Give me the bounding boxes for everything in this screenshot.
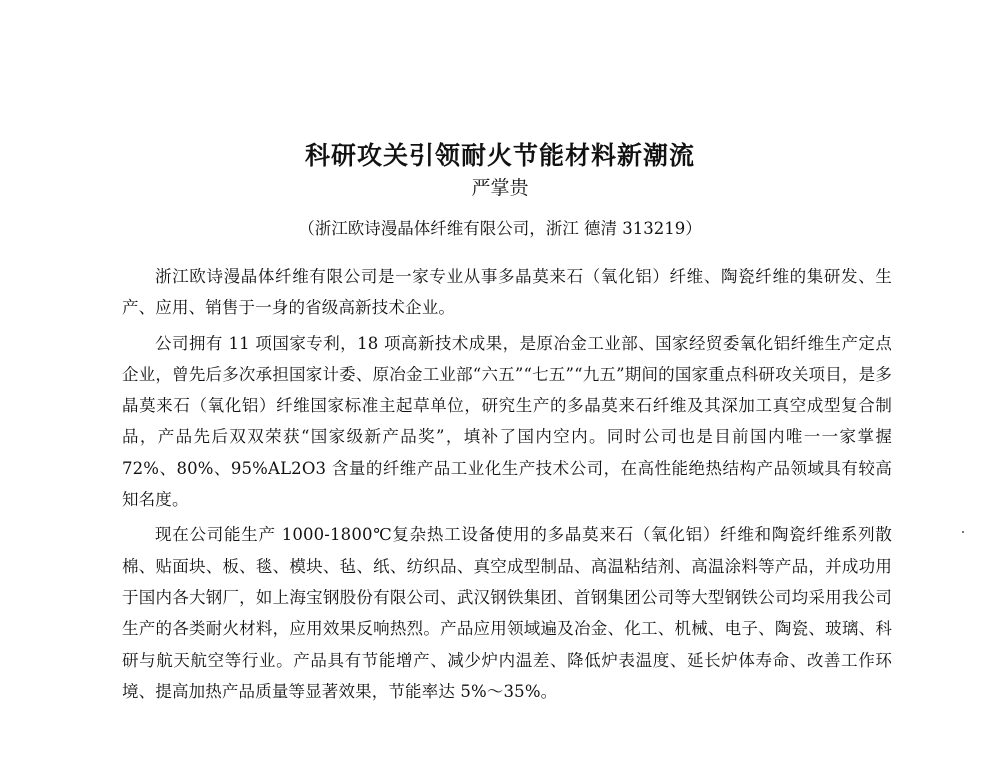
paper-author: 严掌贵: [471, 177, 529, 199]
paper-title: 科研攻关引领耐火节能材料新潮流: [304, 140, 695, 170]
scan-speck: [962, 531, 964, 533]
body-paragraph-products: 现在公司能生产 1000-1800℃复杂热工设备使用的多晶莫来石（氧化铝）纤维和陶瓷纤维系列散棉、贴面块、板、毯、模块、毡、纸、纺织品、真空成型制品、高温粘结剂、高温涂料等产品，并成功用于国内各大钢厂，如上海宝钢股份有限公司、武汉钢铁集团、首钢集团公司等大型钢铁公司均采用我公司生产的各类耐火材料，应用效果反响热烈。产品应用领域遍及冶金、化工、机械、电子、陶瓷、玻璃、科研与航天航空等行业。产品具有节能增产、减少炉内温差、降低炉表温度、延长炉体寿命、改善工作环境、提高加热产品质量等显著效果，节能率达 5%～35%。: [122, 525, 892, 701]
paper-affiliation: （浙江欧诗漫晶体纤维有限公司，浙江 德清 313219）: [298, 219, 702, 238]
paper-body: [122, 261, 892, 707]
body-paragraph-achievements: 公司拥有 11 项国家专利，18 项高新技术成果，是原冶金工业部、国家经贸委氧化铝纤维生产定点企业，曾先后多次承担国家计委、原冶金工业部“六五”“七五”“九五”期间的国家重点科研攻关项目，是多晶莫来石（氧化铝）纤维国家标准主起草单位，研究生产的多晶莫来石纤维及其深加工真空成型复合制品，产品先后双双荣获“国家级新产品奖”，填补了国内空内。同时公司也是目前国内唯一一家掌握 72%、80%、95%AL2O3 含量的纤维产品工业化生产技术公司，在高性能绝热结构产品领域具有较高知名度。: [122, 333, 892, 510]
body-paragraph-intro: 浙江欧诗漫晶体纤维有限公司是一家专业从事多晶莫来石（氧化铝）纤维、陶瓷纤维的集研发、生产、应用、销售于一身的省级高新技术企业。: [122, 267, 892, 318]
